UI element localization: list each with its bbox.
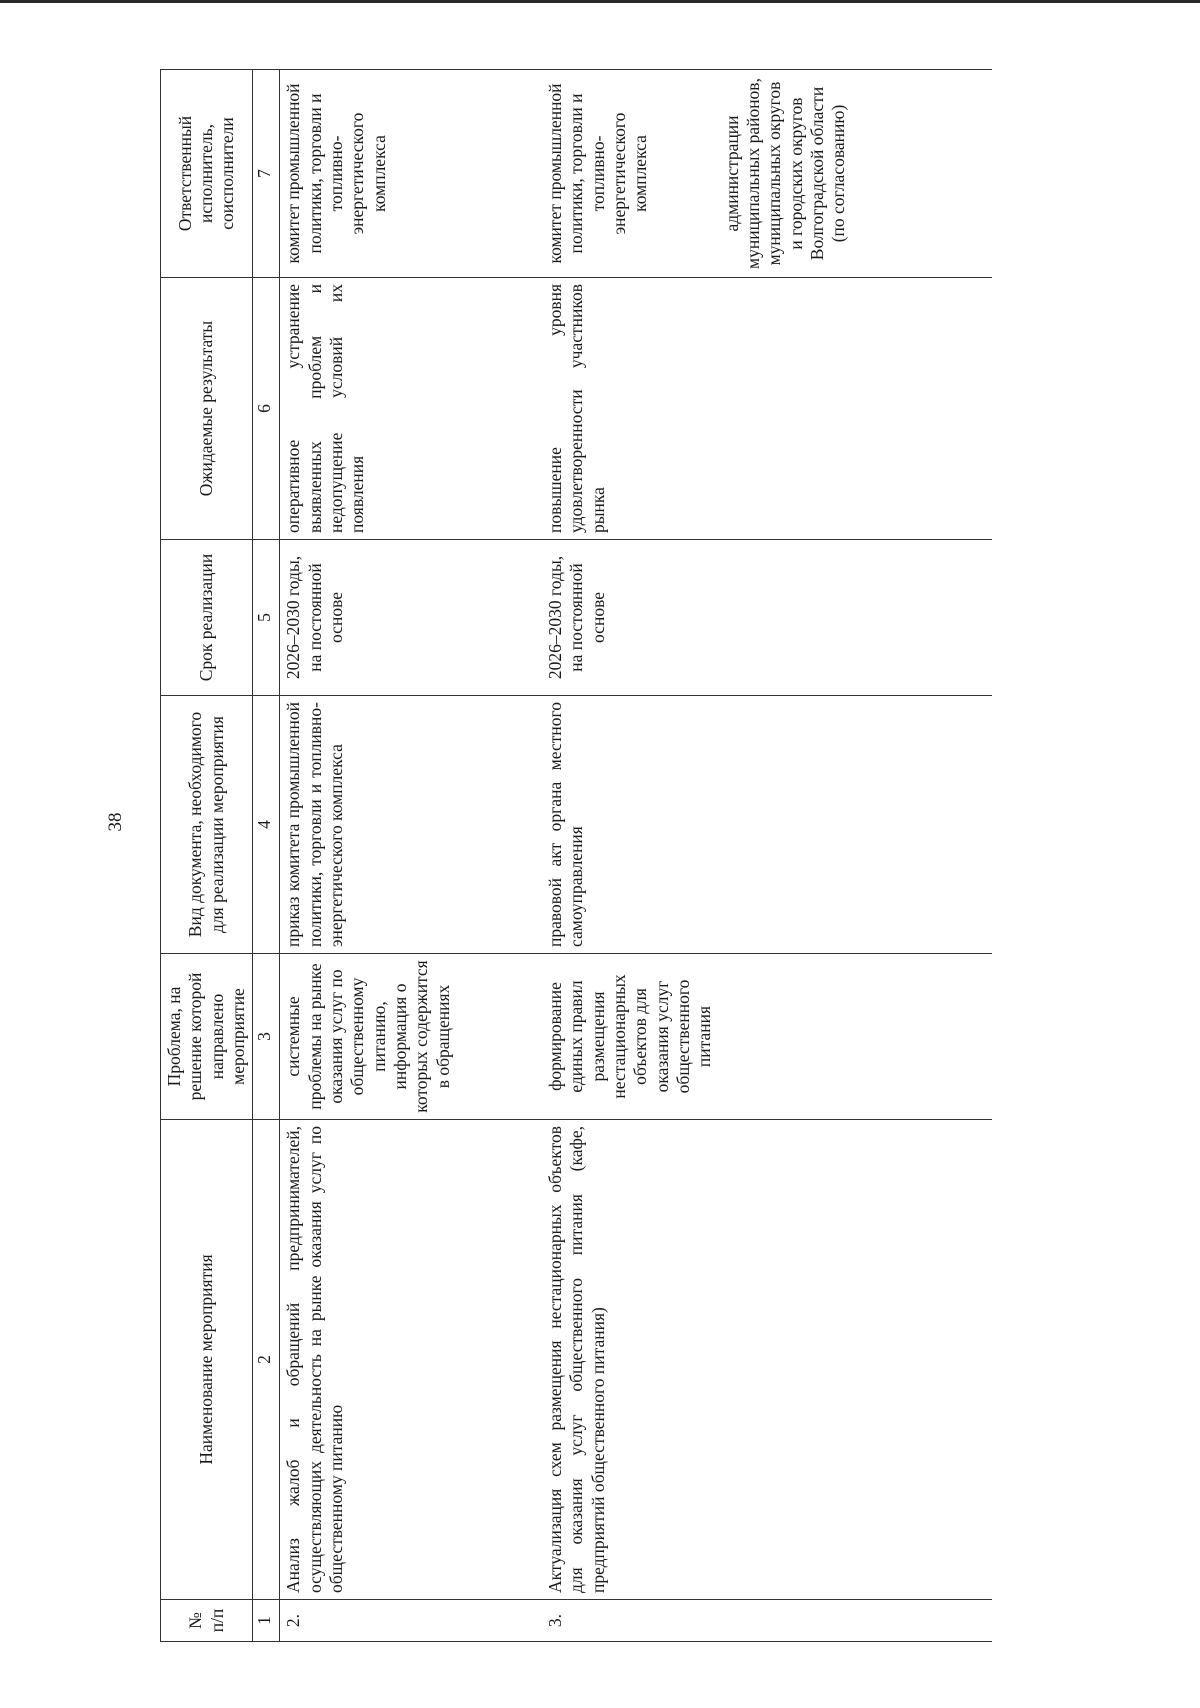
responsible-text: комитет промышленной политики, торговли и топливно-энергетического комплекса xyxy=(283,83,389,264)
column-number: 2 xyxy=(253,1120,280,1600)
column-number: 5 xyxy=(253,540,280,696)
responsible-cell xyxy=(280,70,542,278)
measures-table xyxy=(160,69,992,1642)
result-cell: оперативное устранение выявленных проблем и недопущение условий их появления xyxy=(280,278,542,540)
responsible-text: комитет промышленной политики, торговли и топливно-энергетического комплекса xyxy=(544,83,651,264)
header-result: Ожидаемые результаты xyxy=(161,278,253,540)
document-cell: правовой акт органа местного самоуправления xyxy=(542,696,992,954)
measure-name: Анализ жалоб и обращений предпринимателей, осуществляющих деятельность на рынке оказания услуг по общественному питанию xyxy=(280,1120,542,1600)
header-document: Вид документа, необходимого для реализации мероприятия xyxy=(161,696,253,954)
page-number: 38 xyxy=(105,812,126,832)
header-problem: Проблема, на решение которой направлено мероприятие xyxy=(161,954,253,1120)
document-cell: приказ комитета промышленной политики, торговли и топливно-энергетического комплекса xyxy=(280,696,542,954)
result-cell: повышение уровня удовлетворенности участников рынка xyxy=(542,278,992,540)
header-num: № п/п xyxy=(161,1600,253,1642)
column-number: 7 xyxy=(253,70,280,278)
problem-cell: системные проблемы на рынке оказания услуг по общественному питанию, информация о которых содержится в обращениях xyxy=(280,954,542,1120)
column-number: 4 xyxy=(253,696,280,954)
header-term: Срок реализации xyxy=(161,540,253,696)
header-name: Наименование мероприятия xyxy=(161,1120,253,1600)
column-number: 6 xyxy=(253,278,280,540)
column-number-row xyxy=(253,70,280,1642)
measure-name: Актуализация схем размещения нестационарных объектов для оказания услуг общественного питания (кафе, предприятий общественного питания) xyxy=(542,1120,992,1600)
header-row xyxy=(161,70,253,1642)
header-responsible: Ответственный исполнитель, соисполнители xyxy=(161,70,253,278)
responsible-cell xyxy=(542,70,992,278)
row-number: 3. xyxy=(542,1600,992,1642)
table-row xyxy=(280,70,542,1642)
row-number: 2. xyxy=(280,1600,542,1642)
column-number: 1 xyxy=(253,1600,280,1642)
term-cell: 2026–2030 годы, на постоянной основе xyxy=(280,540,542,696)
coexecutor-text: администрации муниципальных районов, муниципальных округов и городских округов Волгоградской области (по согласованию) xyxy=(721,78,849,269)
table-row xyxy=(542,70,992,1642)
top-rule xyxy=(0,0,1200,3)
column-number: 3 xyxy=(253,954,280,1120)
problem-cell: формирование единых правил размещения нестационарных объектов для оказания услуг общественного питания xyxy=(542,954,992,1120)
term-cell: 2026–2030 годы, на постоянной основе xyxy=(542,540,992,696)
rotated-sheet xyxy=(160,62,1060,1642)
